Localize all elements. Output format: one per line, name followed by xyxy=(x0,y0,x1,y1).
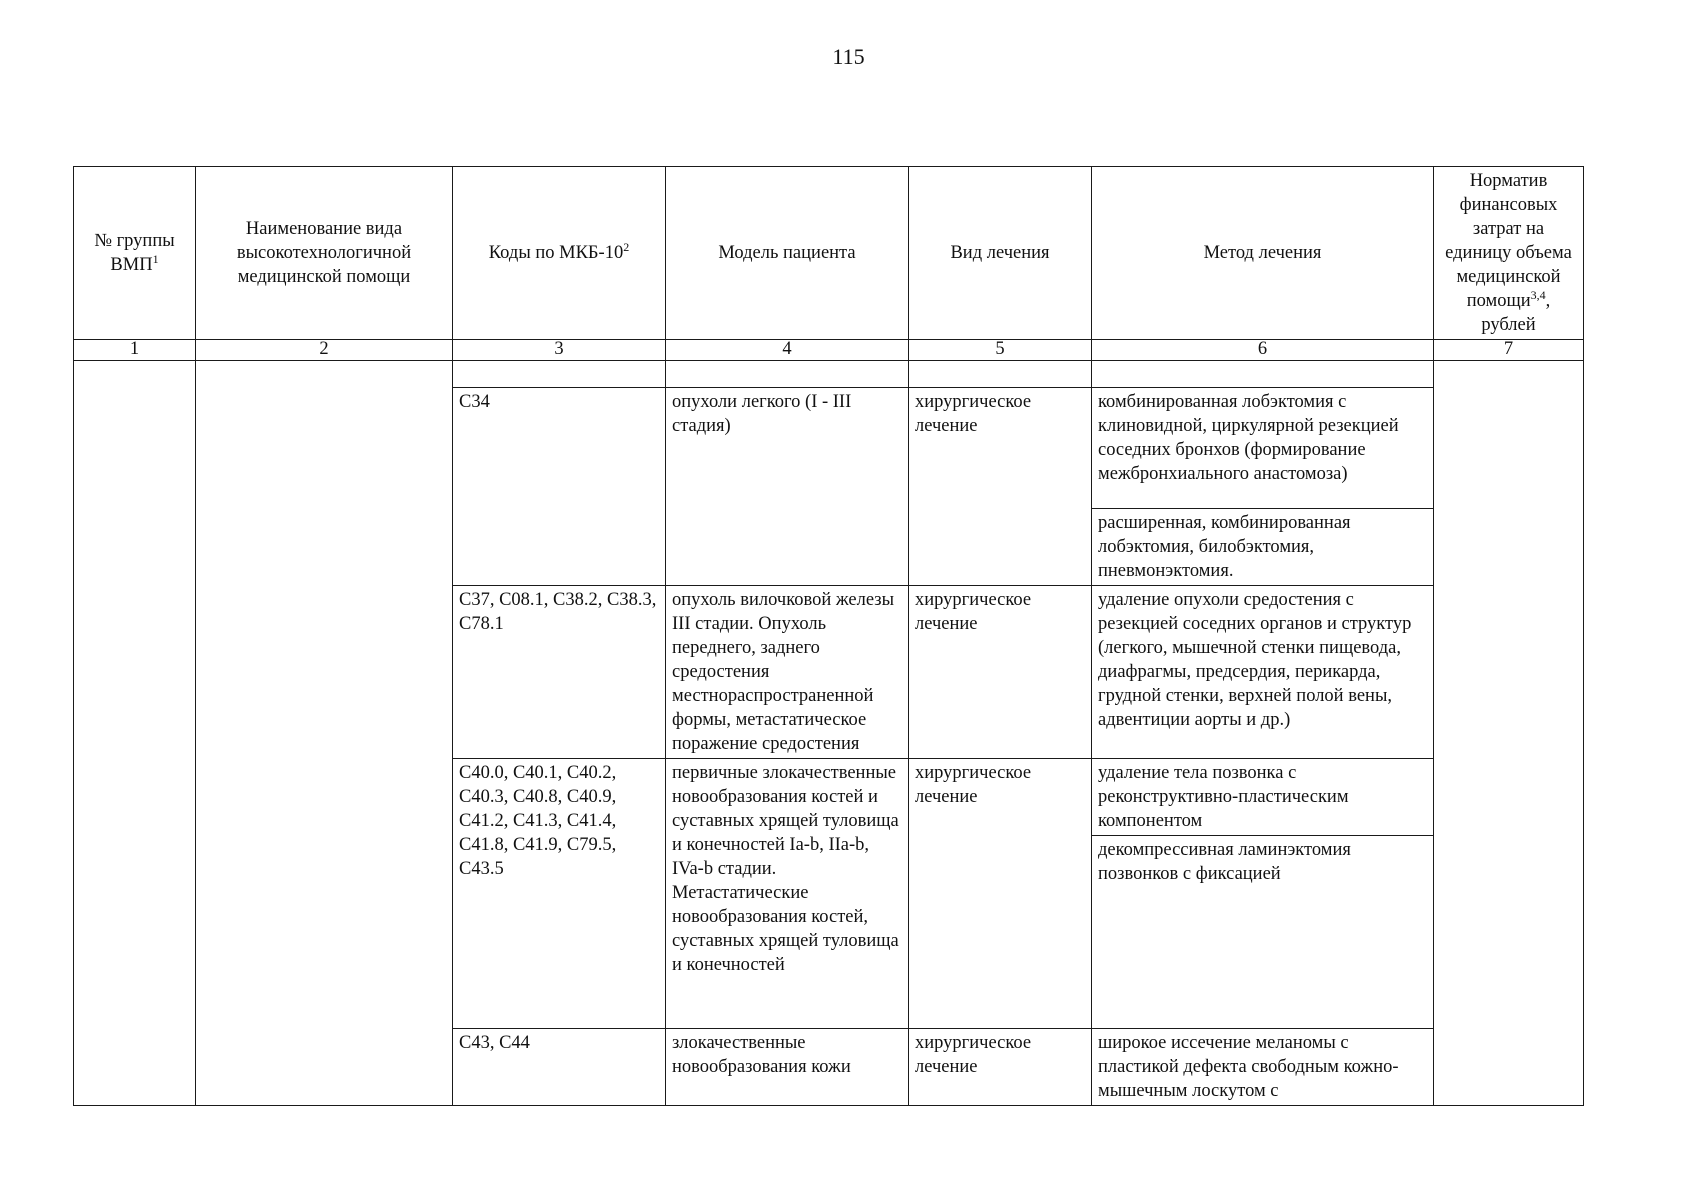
header-patient-model: Модель пациента xyxy=(666,167,909,340)
treatment-method-cell: декомпрессивная ламинэктомия позвонков с фиксацией xyxy=(1092,836,1434,1029)
icd-codes-cell: C40.0, C40.1, C40.2, C40.3, C40.8, C40.9, C41.2, C41.3, C41.4, C41.8, C41.9, C79.5, C43.5 xyxy=(453,759,666,1029)
patient-model-cell: первичные злокачественные новообразования костей и суставных хрящей туловища и конечностей Ia-b, IIa-b, IVa-b стадии. Метастатические новообразования костей, суставных хрящей туловища и конечностей xyxy=(666,759,909,1029)
column-number: 5 xyxy=(909,340,1092,361)
column-number: 3 xyxy=(453,340,666,361)
page-number: 115 xyxy=(832,44,865,69)
header-care-type-name: Наименование вида высокотехнологичной медицинской помощи xyxy=(196,167,453,340)
treatment-type-cell: хирургическое лечение xyxy=(909,586,1092,759)
column-number-row xyxy=(74,340,1584,361)
care-type-name-cell xyxy=(196,361,453,1106)
header-icd-codes: Коды по МКБ-$10^2$ xyxy=(453,167,666,340)
patient-model-cell: опухоль вилочковой железы III стадии. Опухоль переднего, заднего средостения местнораспространенной формы, метастатическое поражение средостения xyxy=(666,586,909,759)
header-row xyxy=(74,167,1584,340)
header-cost-norm: Норматив финансовых затрат на единицу объема медицинской помощи$^{3,4}$, рублей xyxy=(1434,167,1584,340)
column-number: 7 xyxy=(1434,340,1584,361)
column-number: 2 xyxy=(196,340,453,361)
table-row xyxy=(74,361,1584,388)
treatment-method-cell: широкое иссечение меланомы с пластикой дефекта свободным кожно-мышечным лоскутом с xyxy=(1092,1029,1434,1106)
treatment-method-cell: удаление тела позвонка с реконструктивно-пластическим компонентом xyxy=(1092,759,1434,836)
treatment-method-cell: расширенная, комбинированная лобэктомия, билобэктомия, пневмонэктомия. xyxy=(1092,509,1434,586)
treatment-method-cell: комбинированная лобэктомия с клиновидной, циркулярной резекцией соседних бронхов (формирование межбронхиального анастомоза) xyxy=(1092,388,1434,509)
column-number: 4 xyxy=(666,340,909,361)
column-number: 6 xyxy=(1092,340,1434,361)
icd-codes-cell: C37, C08.1, C38.2, C38.3, C78.1 xyxy=(453,586,666,759)
treatment-method-cell: удаление опухоли средостения с резекцией соседних органов и структур (легкого, мышечной стенки пищевода, диафрагмы, предсердия, перикарда, грудной стенки, верхней полой вены, адвентиции аорты и др.) xyxy=(1092,586,1434,759)
column-number: 1 xyxy=(74,340,196,361)
group-number-cell xyxy=(74,361,196,1106)
treatment-type-cell: хирургическое лечение xyxy=(909,388,1092,586)
treatment-table xyxy=(73,166,1584,1106)
header-treatment-method: Метод лечения xyxy=(1092,167,1434,340)
treatment-type-cell: хирургическое лечение xyxy=(909,1029,1092,1106)
icd-codes-cell: C34 xyxy=(453,388,666,586)
icd-codes-cell: C43, C44 xyxy=(453,1029,666,1106)
cost-norm-cell xyxy=(1434,361,1584,1106)
patient-model-cell: опухоли легкого (I - III стадия) xyxy=(666,388,909,586)
patient-model-cell: злокачественные новообразования кожи xyxy=(666,1029,909,1106)
header-treatment-type: Вид лечения xyxy=(909,167,1092,340)
treatment-type-cell: хирургическое лечение xyxy=(909,759,1092,1029)
header-group-number: № группы ВМП$^1$ xyxy=(74,167,196,340)
